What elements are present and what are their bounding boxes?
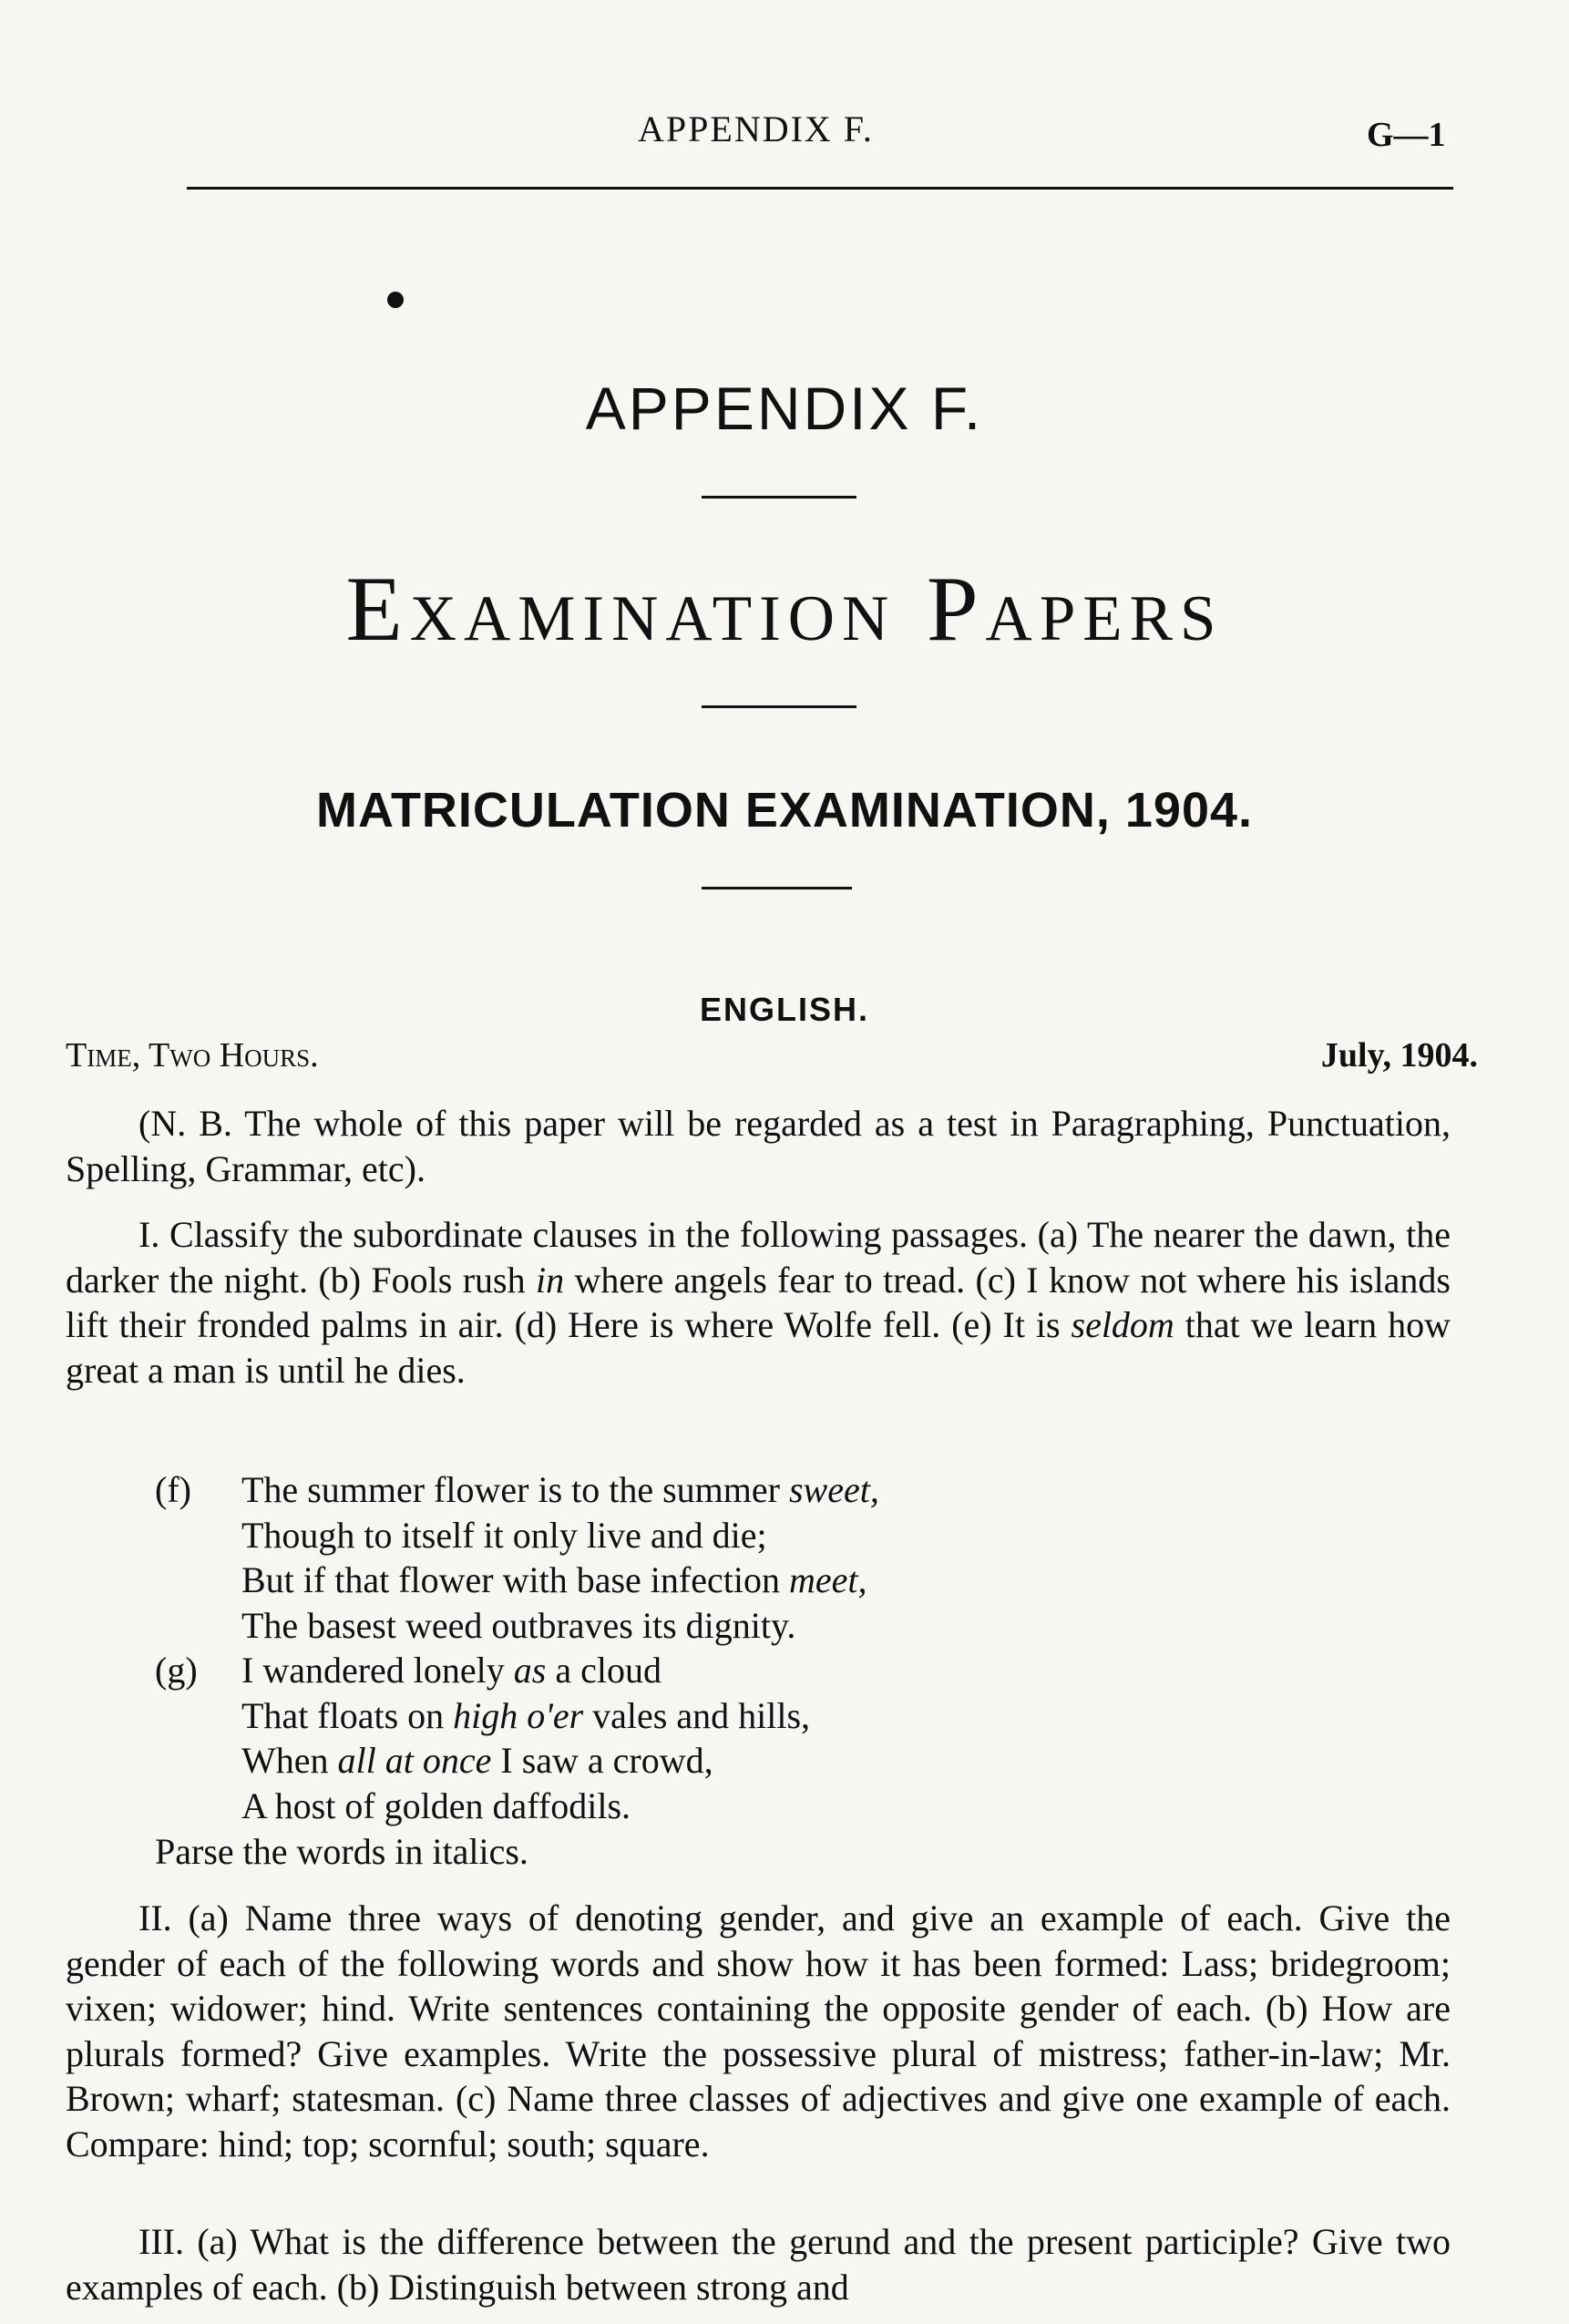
question-1: [66, 1212, 1451, 1393]
q1-text-part: where angels fear to tread. (c) I know not where his islands lift their fronded palms in air. (d) Here is where Wolfe fell. (e) It is: [66, 1259, 1451, 1345]
running-title: APPENDIX F.: [638, 108, 874, 149]
q1-text-part: that we learn how great a man is until he dies.: [66, 1304, 1451, 1391]
verse-line: [241, 1558, 879, 1603]
verse-italic: meet,: [788, 1559, 867, 1600]
exam-title: MATRICULATION EXAMINATION, 1904.: [315, 783, 1254, 838]
verse-line: The basest weed outbraves its dignity.: [241, 1604, 796, 1646]
verse-text: a cloud: [546, 1650, 661, 1691]
verse-text: I saw a crowd,: [491, 1740, 713, 1781]
time-allowed: Time, Two Hours.: [66, 1036, 319, 1075]
question-3: [66, 2219, 1451, 2309]
verse-italic: all at once: [337, 1740, 492, 1781]
title-rule: [702, 887, 852, 889]
verse-italic: high o'er: [453, 1694, 584, 1736]
verse-text: I wandered lonely: [241, 1650, 514, 1691]
exam-date: July, 1904.: [1320, 1036, 1478, 1075]
question-3-text: III. (a) What is the difference between the gerund and the present participle? Give two examples of each. (b) Distinguish between strong and: [66, 2221, 1451, 2308]
running-header: [0, 108, 1569, 162]
q1-text-part: I. Classify the subordinate clauses in the following passages. (a) The nearer the dawn, the darker the night. (b) Fools rush: [66, 1214, 1451, 1301]
verse-text: vales and hills,: [583, 1694, 811, 1736]
verse-lines: [241, 1648, 810, 1828]
verse-italic: as: [513, 1650, 547, 1691]
q1-italic-word: in: [535, 1259, 565, 1301]
ink-dot: [387, 292, 404, 308]
verse-line: [241, 1467, 879, 1513]
verse-f: [155, 1467, 879, 1648]
papers-title: Examination Papers: [345, 558, 1224, 661]
verse-italic: sweet,: [788, 1469, 879, 1510]
q1-italic-word: seldom: [1071, 1304, 1174, 1345]
verse-text: When: [241, 1740, 338, 1781]
verse-line: [241, 1693, 810, 1739]
verse-line: A host of golden daffodils.: [241, 1784, 631, 1826]
verse-label: (g): [155, 1650, 198, 1691]
header-rule: [187, 187, 1453, 190]
page-number: G—1: [1367, 116, 1446, 154]
meta-row: [66, 1035, 1478, 1079]
question-2: [66, 1896, 1451, 2166]
question-1-text: [66, 1212, 1451, 1393]
parse-instruction: Parse the words in italics.: [155, 1831, 528, 1872]
verse-line: Though to itself it only live and die;: [241, 1514, 767, 1556]
verse-line: [241, 1648, 810, 1693]
verse-label: (f): [155, 1469, 191, 1510]
verse-line: [241, 1738, 810, 1784]
note-text: (N. B. The whole of this paper will be regarded as a test in Paragraphing, Punctuation, Spelling, Grammar, etc).: [66, 1103, 1451, 1189]
title-rule: [702, 705, 856, 708]
verse-lines: [241, 1467, 879, 1648]
verse-text: That floats on: [241, 1694, 454, 1736]
subject-title: ENGLISH.: [699, 991, 869, 1028]
verse-g: [155, 1648, 810, 1828]
verse-text: The summer flower is to the summer: [241, 1469, 789, 1510]
title-rule: [702, 496, 856, 499]
verse-text: But if that flower with base infection: [241, 1559, 789, 1600]
instruction-note: [66, 1101, 1451, 1191]
question-2-text: II. (a) Name three ways of denoting gender, and give an example of each. Give the gender of each of the following words and show how it has been formed: Lass; bridegroom; vixen; widower; hind. Write sentences containing the opposite gender of each. (b) How are plurals formed? Give examples. Write the possessive plural of mistress; father-in-law; Mr. Brown; wharf; statesman. (c) Name three classes of adjectives and give one example of each. Compare: hind; top; scornful; south; square.: [66, 1897, 1451, 2165]
appendix-title: APPENDIX F.: [585, 375, 984, 442]
